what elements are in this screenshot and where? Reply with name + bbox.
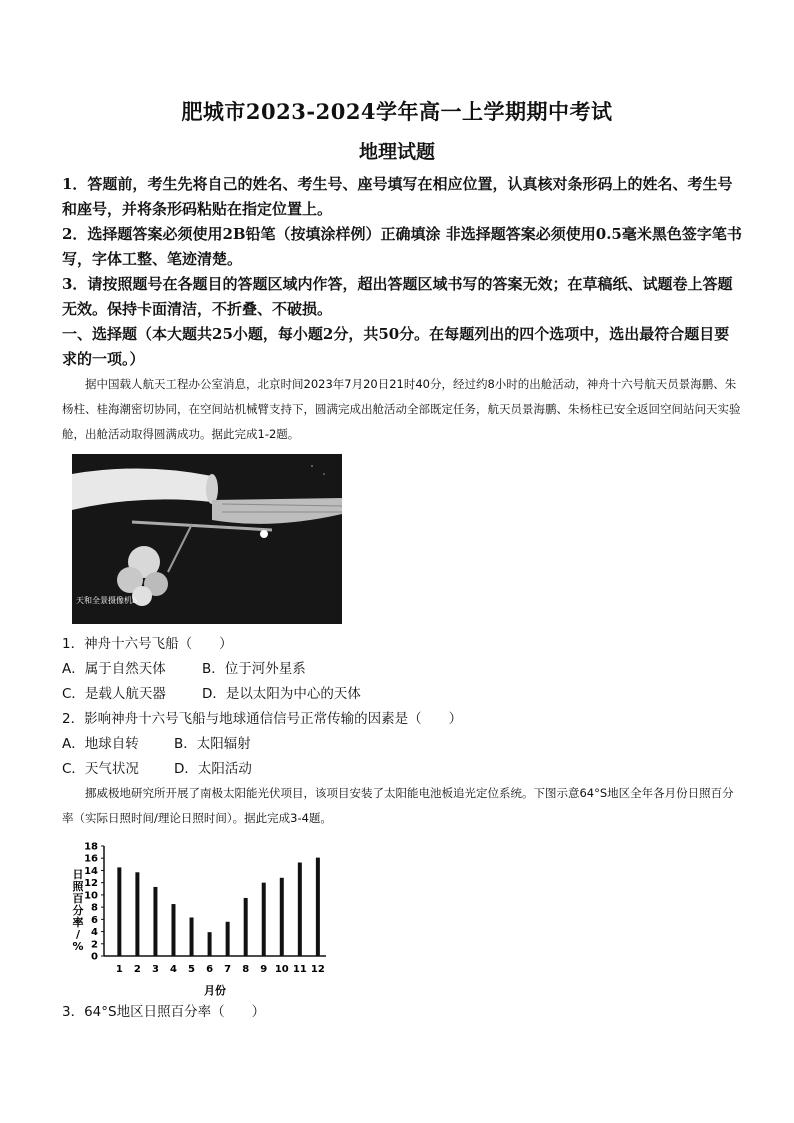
- x-tick-label: 11: [292, 964, 307, 975]
- y-tick-label: 18: [84, 841, 98, 853]
- q2-option-a: A．地球自转: [62, 736, 139, 752]
- q1-options-row1: [62, 659, 306, 679]
- bar-month-3: [153, 887, 157, 956]
- x-tick-label: 9: [260, 964, 268, 975]
- notice-3: 3．请按照题号在各题目的答题区域内作答，超出答题区域书写的答案无效；在草稿纸、试题卷上答题无效。保持卡面清洁，不折叠、不破损。: [62, 275, 733, 318]
- bar-month-5: [190, 918, 194, 957]
- passage-1: 据中国载人航天工程办公室消息，北京时间2023年7月20日21时40分，经过约8小时的出舱活动，神舟十六号航天员景海鹏、朱杨柱、桂海潮密切协同，在空间站机械臂支持下，圆满完成出舱活动全部既定任务，航天员景海鹏、朱杨柱已安全返回空间站问天实验舱，出舱活动取得圆满成功。据此完成1-2题。: [62, 377, 741, 441]
- q1-option-c: C．是载人航天器: [62, 686, 166, 702]
- sunshine-percentage-chart: [66, 838, 336, 998]
- x-axis-title: 月份: [204, 984, 226, 997]
- x-tick-label: 10: [274, 964, 289, 975]
- passage-2: 挪威极地研究所开展了南极太阳能光伏项目，该项目安装了太阳能电池板追光定位系统。下图示意64°S地区全年各月份日照百分率（实际日照时间/理论日照时间）。据此完成3-4题。: [62, 786, 734, 825]
- bar-month-4: [171, 904, 175, 956]
- q2-option-d: D．太阳活动: [174, 761, 252, 777]
- bar-month-6: [208, 932, 212, 956]
- exam-title: 肥城市2023-2024学年高一上学期期中考试: [181, 99, 613, 124]
- bar-month-8: [244, 898, 248, 956]
- spacewalk-photo: [72, 454, 342, 624]
- y-tick-label: 4: [91, 927, 98, 939]
- bar-month-7: [226, 922, 230, 956]
- q1-option-b: B．位于河外星系: [202, 661, 306, 677]
- notice-1: 1．答题前，考生先将自己的姓名、考生号、座号填写在相应位置，认真核对条形码上的姓名、考生号和座号，并将条形码粘贴在指定位置上。: [62, 175, 733, 218]
- photo-caption: 天和全景摄像机b: [76, 596, 138, 605]
- y-tick-label: 8: [91, 902, 98, 914]
- q2-options-row2: [62, 759, 252, 779]
- x-tick-label: 6: [206, 964, 214, 975]
- x-tick-label: 12: [310, 964, 325, 975]
- y-tick-label: 2: [91, 939, 98, 951]
- q2-option-b: B．太阳辐射: [174, 736, 251, 752]
- x-tick-label: 4: [170, 964, 177, 975]
- x-tick-label: 8: [242, 964, 250, 975]
- bar-chart-svg: [66, 838, 336, 998]
- x-tick-label: 1: [115, 964, 123, 975]
- bar-month-11: [298, 863, 302, 957]
- y-tick-label: 10: [84, 890, 98, 902]
- q2-options-row1: [62, 734, 251, 754]
- bar-month-9: [262, 883, 266, 956]
- y-tick-label: 6: [91, 914, 98, 926]
- bar-month-1: [117, 867, 121, 956]
- x-tick-label: 3: [151, 964, 159, 975]
- y-tick-label: 14: [84, 865, 98, 877]
- bar-month-12: [316, 858, 320, 956]
- question-2: 2．影响神舟十六号飞船与地球通信信号正常传输的因素是（ ）: [62, 711, 463, 727]
- question-3: 3．64°S地区日照百分率（ ）: [62, 1004, 266, 1020]
- exam-subject: 地理试题: [358, 141, 435, 163]
- x-tick-label: 2: [133, 964, 141, 975]
- q1-option-a: A．属于自然天体: [62, 661, 166, 677]
- x-tick-label: 5: [188, 964, 196, 975]
- y-tick-label: 12: [84, 878, 98, 890]
- q2-option-c: C．天气状况: [62, 761, 139, 777]
- question-1: 1．神舟十六号飞船（ ）: [62, 636, 233, 652]
- x-tick-label: 7: [224, 964, 232, 975]
- y-tick-label: 0: [91, 951, 98, 963]
- y-tick-label: 16: [84, 853, 98, 865]
- bar-month-2: [135, 872, 139, 956]
- notice-2: 2．选择题答案必须使用2B铅笔（按填涂样例）正确填涂 非选择题答案必须使用0.5毫米黑色签字笔书写，字体工整、笔迹清楚。: [62, 225, 742, 268]
- q1-option-d: D．是以太阳为中心的天体: [202, 686, 361, 702]
- q1-options-row2: [62, 684, 361, 704]
- y-axis-title: 日照百分率/ %: [72, 868, 84, 953]
- bar-month-10: [280, 878, 284, 956]
- section-heading: 一、选择题（本大题共25小题，每小题2分，共50分。在每题列出的四个选项中，选出最符合题目要求的一项。）: [62, 325, 730, 368]
